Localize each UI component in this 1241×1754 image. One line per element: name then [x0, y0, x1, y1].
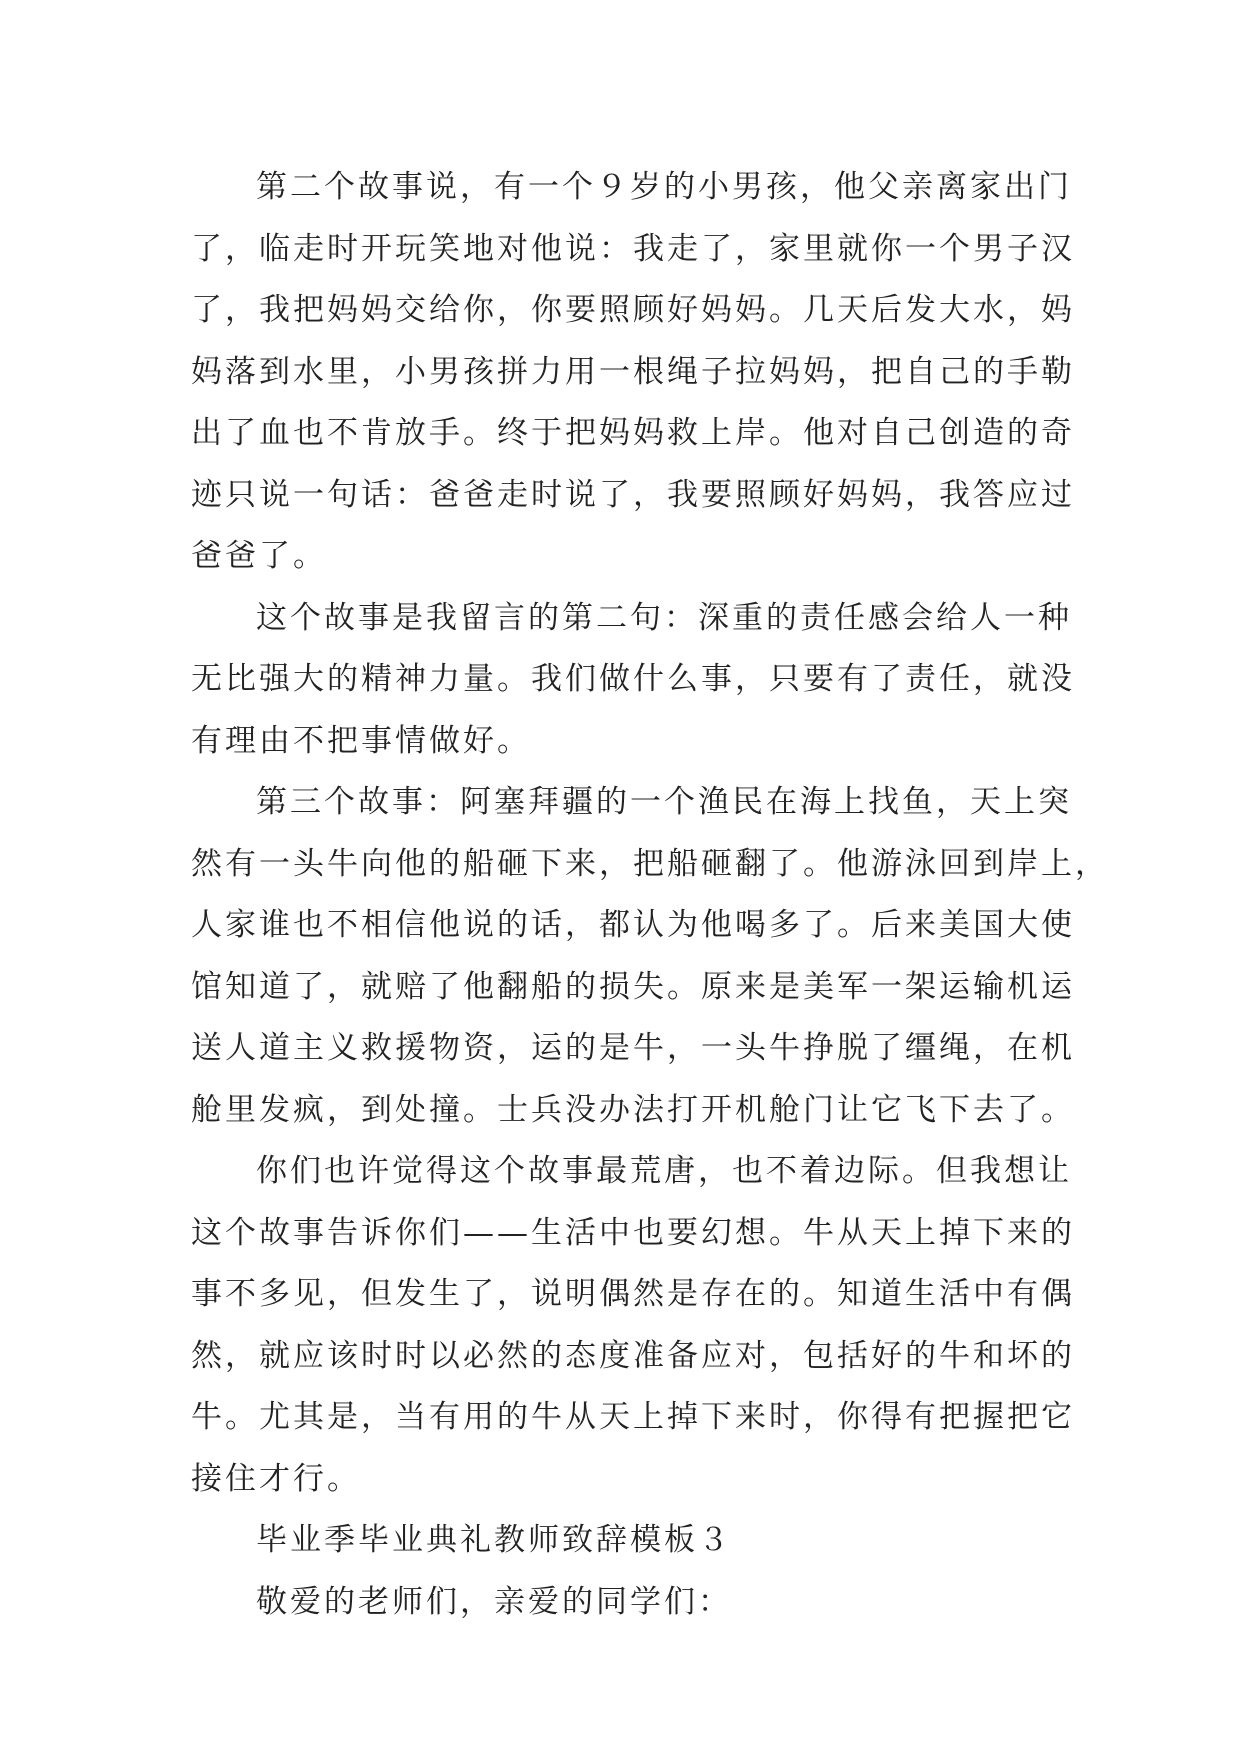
paragraph-story-two [191, 157, 1075, 588]
text-line: 无比强大的精神力量。我们做什么事，只要有了责任，就没 [191, 661, 1075, 697]
text-line: 这个故事告诉你们——生活中也要幻想。牛从天上掉下来的 [191, 1214, 1075, 1251]
text-line: 事不多见，但发生了，说明偶然是存在的。知道生活中有偶 [191, 1276, 1075, 1312]
text-line: 接住才行。 [191, 1460, 361, 1497]
text-line: 出了血也不肯放手。终于把妈妈救上岸。他对自己创造的奇 [191, 415, 1075, 451]
paragraph-fantasy [191, 1141, 1075, 1510]
text-line: 然，就应该时时以必然的态度准备应对，包括好的牛和坏的 [191, 1337, 1075, 1374]
text-line: 人家谁也不相信他说的话，都认为他喝多了。后来美国大使 [191, 907, 1075, 943]
text-line: 牛。尤其是，当有用的牛从天上掉下来时，你得有把握把它 [191, 1399, 1075, 1435]
text-line: 馆知道了，就赔了他翻船的损失。原来是美军一架运输机运 [191, 968, 1075, 1005]
document-body [191, 157, 1109, 1633]
text-line: 然有一头牛向他的船砸下来，把船砸翻了。他游泳回到岸上， [191, 845, 1109, 882]
heading-text: 毕业季毕业典礼教师致辞模板３ [256, 1522, 732, 1558]
salutation-text: 敬爱的老师们，亲爱的同学们： [256, 1583, 732, 1620]
paragraph-responsibility [191, 588, 1075, 773]
paragraph-story-three [191, 772, 1109, 1141]
text-line: 第三个故事：阿塞拜疆的一个渔民在海上找鱼，天上突 [256, 784, 1072, 820]
text-line: 送人道主义救援物资，运的是牛，一头牛挣脱了缰绳，在机 [191, 1030, 1075, 1066]
text-line: 第二个故事说，有一个９岁的小男孩，他父亲离家出门 [256, 169, 1072, 205]
salutation [191, 1572, 1049, 1634]
text-line: 有理由不把事情做好。 [191, 722, 531, 759]
text-line: 妈落到水里，小男孩拼力用一根绳子拉妈妈，把自己的手勒 [191, 353, 1075, 390]
section-heading [191, 1510, 1049, 1572]
text-line: 爸爸了。 [191, 538, 327, 574]
text-line: 舱里发疯，到处撞。士兵没办法打开机舱门让它飞下去了。 [191, 1091, 1075, 1128]
text-line: 这个故事是我留言的第二句：深重的责任感会给人一种 [256, 599, 1072, 636]
text-line: 了，临走时开玩笑地对他说：我走了，家里就你一个男子汉 [191, 230, 1075, 267]
text-line: 迹只说一句话：爸爸走时说了，我要照顾好妈妈，我答应过 [191, 476, 1075, 513]
text-line: 了，我把妈妈交给你，你要照顾好妈妈。几天后发大水，妈 [191, 292, 1075, 328]
text-line: 你们也许觉得这个故事最荒唐，也不着边际。但我想让 [256, 1153, 1072, 1189]
